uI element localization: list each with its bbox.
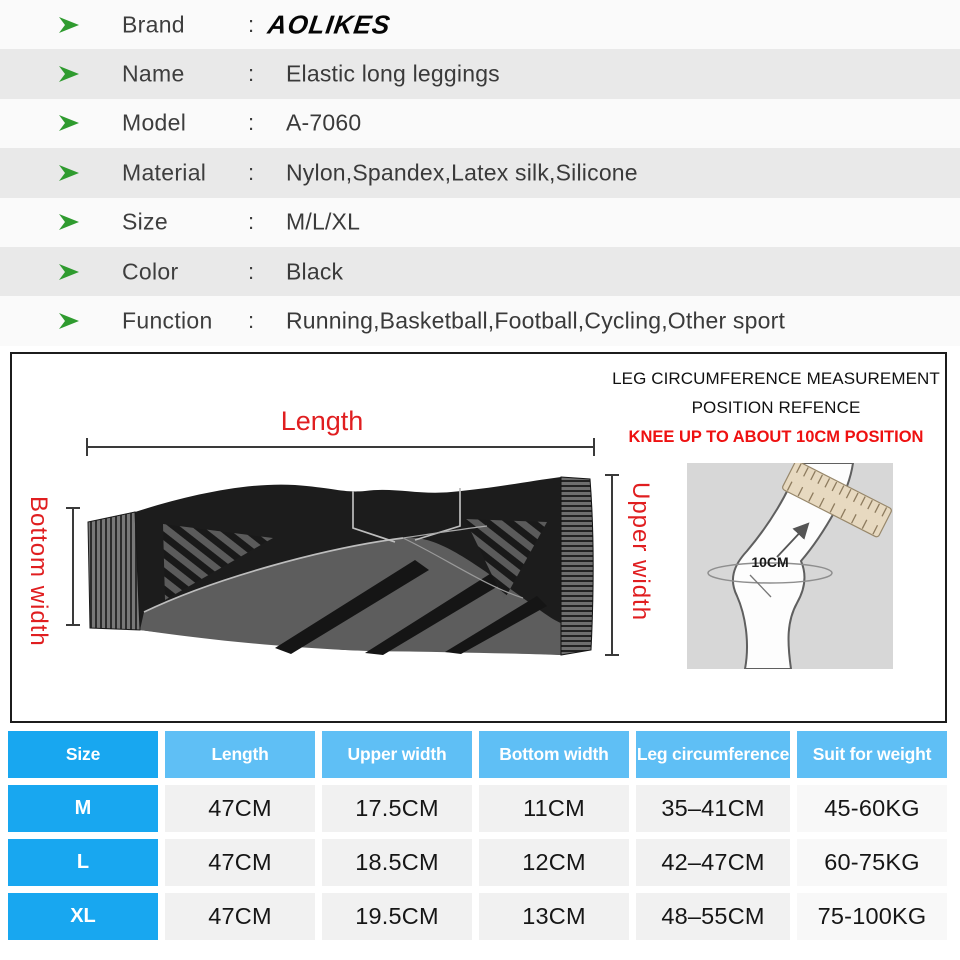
- spec-value-name: Elastic long leggings: [286, 60, 500, 87]
- table-cell: 12CM: [479, 839, 629, 886]
- column-header-bottom-width: Bottom width: [479, 731, 629, 778]
- table-cell: 17.5CM: [322, 785, 472, 832]
- leg-circumference-reference-title: [610, 364, 942, 422]
- table-cell: 19.5CM: [322, 893, 472, 940]
- spec-row-function: [0, 296, 960, 345]
- spec-colon: :: [248, 308, 255, 334]
- spec-value-material: Nylon,Spandex,Latex silk,Silicone: [286, 159, 638, 186]
- spec-row-size: [0, 198, 960, 247]
- measurement-diagram-panel: [10, 352, 947, 723]
- reference-title-line1: LEG CIRCUMFERENCE MEASUREMENT: [612, 369, 940, 388]
- green-arrow-icon: [58, 16, 80, 34]
- knee-position-note: KNEE UP TO ABOUT 10CM POSITION: [628, 428, 924, 446]
- spec-row-name: [0, 49, 960, 98]
- spec-row-model: [0, 99, 960, 148]
- leg-sleeve-illustration: [85, 470, 600, 665]
- table-cell: 47CM: [165, 785, 315, 832]
- table-cell: 42–47CM: [636, 839, 790, 886]
- brand-logo: AOLIKES: [265, 9, 393, 40]
- size-cell-xl: XL: [8, 893, 158, 940]
- spec-value-function: Running,Basketball,Football,Cycling,Other sport: [286, 307, 786, 334]
- spec-colon: :: [248, 258, 255, 284]
- table-cell: 47CM: [165, 893, 315, 940]
- spec-row-color: [0, 247, 960, 296]
- green-arrow-icon: [58, 164, 80, 182]
- spec-colon: :: [248, 61, 255, 87]
- size-cell-l: L: [8, 839, 158, 886]
- green-arrow-icon: [58, 263, 80, 281]
- column-header-upper-width: Upper width: [322, 731, 472, 778]
- green-arrow-icon: [58, 213, 80, 231]
- table-cell: 35–41CM: [636, 785, 790, 832]
- reference-title-line2: POSITION REFENCE: [691, 398, 861, 417]
- table-cell: 47CM: [165, 839, 315, 886]
- table-cell: 13CM: [479, 893, 629, 940]
- sleeve-upper-cuff: [561, 477, 593, 655]
- table-cell: 18.5CM: [322, 839, 472, 886]
- spec-label-size: Size: [122, 208, 168, 235]
- table-cell: 75-100KG: [797, 893, 947, 940]
- spec-label-name: Name: [122, 60, 185, 87]
- knee-distance-label: 10CM: [751, 554, 789, 570]
- spec-row-material: [0, 148, 960, 197]
- spec-value-size: M/L/XL: [286, 208, 361, 235]
- table-cell: 48–55CM: [636, 893, 790, 940]
- spec-label-model: Model: [122, 109, 187, 136]
- green-arrow-icon: [58, 65, 80, 83]
- spec-value-model: A-7060: [286, 109, 362, 136]
- spec-colon: :: [248, 159, 255, 185]
- spec-colon: :: [248, 110, 255, 136]
- spec-row-brand: [0, 0, 960, 49]
- upper-width-dimension-label: Upper width: [627, 482, 654, 622]
- length-dimension-label: Length: [280, 406, 364, 436]
- table-cell: 11CM: [479, 785, 629, 832]
- knee-measurement-illustration: [687, 463, 893, 669]
- column-header-length: Length: [165, 731, 315, 778]
- spec-label-brand: Brand: [122, 11, 185, 38]
- column-header-size: Size: [8, 731, 158, 778]
- size-chart-table: [8, 731, 950, 940]
- column-header-suit-for-weight: Suit for weight: [797, 731, 947, 778]
- sleeve-bottom-cuff: [88, 512, 140, 630]
- spec-label-color: Color: [122, 258, 179, 285]
- spec-colon: :: [248, 209, 255, 235]
- spec-label-function: Function: [122, 307, 213, 334]
- spec-value-color: Black: [286, 258, 344, 285]
- table-cell: 45-60KG: [797, 785, 947, 832]
- spec-list: [0, 0, 960, 346]
- column-header-leg-circumference: Leg circumference: [636, 731, 790, 778]
- table-cell: 60-75KG: [797, 839, 947, 886]
- bottom-width-dimension-label: Bottom width: [25, 496, 52, 647]
- green-arrow-icon: [58, 114, 80, 132]
- spec-label-material: Material: [122, 159, 207, 186]
- green-arrow-icon: [58, 312, 80, 330]
- spec-colon: :: [248, 11, 255, 37]
- size-cell-m: M: [8, 785, 158, 832]
